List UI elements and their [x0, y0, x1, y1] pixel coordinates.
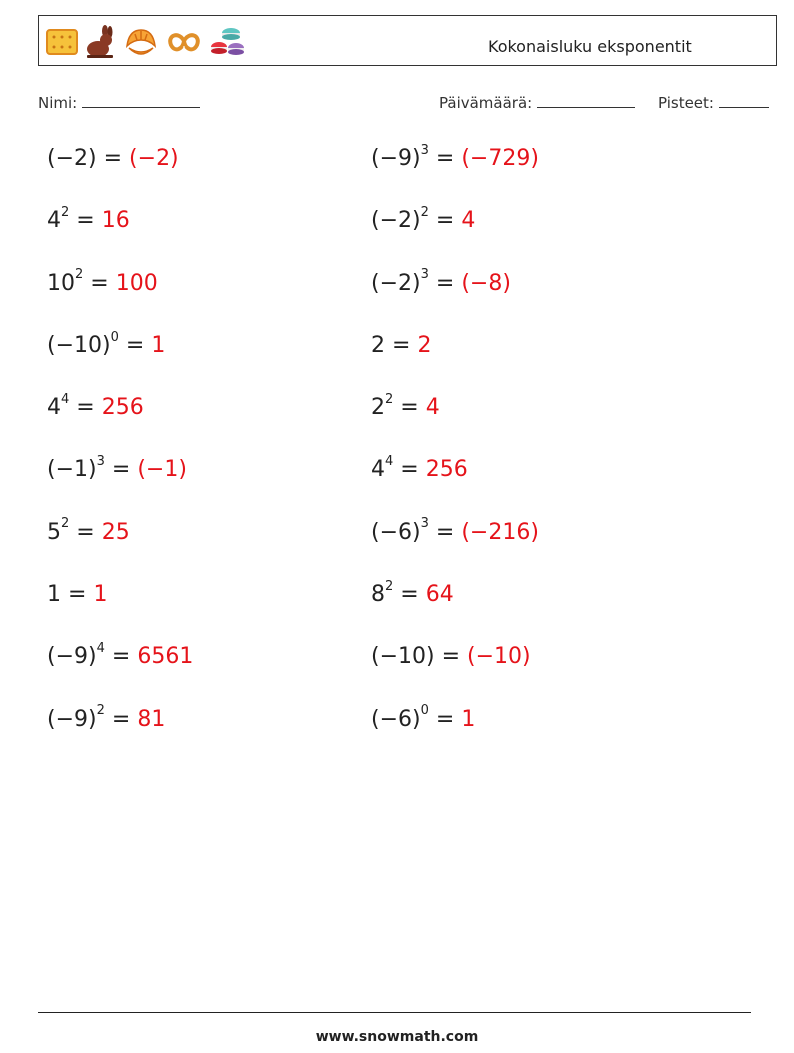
problem-row — [47, 454, 193, 519]
problem-base: 5 — [47, 519, 61, 545]
problem-answer: (−8) — [461, 270, 511, 296]
problem-exponent: 3 — [420, 267, 429, 283]
equals-sign: = — [125, 332, 145, 358]
equals-sign: = — [76, 519, 95, 545]
problem-answer: 6561 — [137, 644, 194, 670]
problem-answer: (−2) — [129, 146, 179, 171]
problems-right-column — [371, 142, 539, 769]
problem-row — [371, 454, 539, 519]
problems-left-column — [47, 146, 193, 769]
problem-base: (−6) — [371, 519, 421, 545]
problem-row — [47, 391, 193, 457]
problem-base: (−2) — [371, 208, 421, 234]
problem-row — [47, 267, 193, 333]
footer-divider — [38, 1012, 751, 1013]
problem-row — [371, 644, 539, 706]
problem-row — [47, 516, 193, 582]
problem-exponent: 2 — [75, 267, 84, 283]
problem-base: (−6) — [371, 706, 421, 732]
equals-sign: = — [111, 457, 131, 483]
equals-sign: = — [435, 270, 455, 296]
problem-answer: 256 — [425, 457, 468, 483]
problem-answer: (−729) — [461, 146, 539, 171]
problem-answer: 1 — [461, 706, 476, 732]
equals-sign: = — [392, 332, 411, 358]
problem-answer: 25 — [101, 519, 130, 545]
problem-row — [47, 204, 193, 270]
problem-answer: (−10) — [467, 644, 531, 670]
problem-answer: 100 — [115, 270, 158, 296]
problem-base: 4 — [371, 457, 385, 483]
problem-row — [371, 578, 539, 644]
problem-base: (−10) — [371, 644, 435, 670]
problem-answer: 1 — [93, 582, 108, 608]
problem-exponent: 0 — [110, 329, 119, 345]
score-field — [658, 94, 769, 112]
problem-answer: 4 — [461, 208, 476, 234]
problem-row — [47, 582, 193, 644]
problem-base: 2 — [371, 395, 385, 421]
cracker-icon — [45, 27, 79, 57]
date-field — [439, 94, 635, 112]
equals-sign: = — [400, 395, 419, 421]
problem-answer: (−1) — [137, 457, 187, 483]
equals-sign: = — [441, 644, 461, 670]
equals-sign: = — [400, 582, 419, 608]
name-label: Nimi: — [38, 94, 78, 112]
equals-sign: = — [103, 146, 123, 171]
equals-sign: = — [400, 457, 419, 483]
pretzel-icon — [165, 27, 203, 57]
equals-sign: = — [68, 582, 87, 608]
equals-sign: = — [76, 395, 95, 421]
problem-exponent: 3 — [420, 142, 429, 158]
problem-exponent: 2 — [420, 204, 429, 220]
problem-base: 1 — [47, 582, 61, 608]
worksheet-header — [38, 15, 777, 66]
equals-sign: = — [76, 208, 95, 234]
problem-base: (−9) — [47, 706, 97, 732]
problem-exponent: 4 — [385, 454, 394, 470]
problem-row — [371, 703, 539, 769]
problem-row — [371, 516, 539, 582]
problem-exponent: 3 — [420, 516, 429, 532]
equals-sign: = — [111, 706, 131, 732]
name-field — [38, 94, 200, 112]
score-blank[interactable] — [719, 94, 769, 108]
problem-row — [371, 204, 539, 270]
problem-row — [371, 267, 539, 333]
problem-row — [371, 391, 539, 457]
problem-row — [371, 333, 539, 395]
score-label: Pisteet: — [658, 94, 714, 112]
problem-exponent: 2 — [61, 204, 70, 220]
problem-row — [371, 142, 539, 208]
equals-sign: = — [111, 644, 131, 670]
problem-base: (−9) — [371, 146, 421, 171]
problem-base: (−10) — [47, 332, 111, 358]
problem-base: (−2) — [371, 270, 421, 296]
problem-row — [47, 703, 193, 769]
problem-answer: 4 — [425, 395, 440, 421]
problem-row — [47, 146, 193, 208]
date-blank[interactable] — [537, 94, 635, 108]
problem-answer: 16 — [101, 208, 130, 234]
problem-exponent: 4 — [61, 391, 70, 407]
problem-base: 4 — [47, 395, 61, 421]
problem-exponent: 2 — [96, 703, 105, 719]
problem-row — [47, 329, 193, 395]
problem-exponent: 3 — [96, 454, 105, 470]
problem-exponent: 0 — [420, 703, 429, 719]
problem-answer: 1 — [151, 332, 166, 358]
problem-exponent: 2 — [385, 391, 394, 407]
equals-sign: = — [435, 146, 455, 171]
problem-base: 8 — [371, 582, 385, 608]
header-icons — [45, 24, 247, 60]
problem-exponent: 2 — [61, 516, 70, 532]
problem-exponent: 2 — [385, 578, 394, 594]
name-blank[interactable] — [82, 94, 200, 108]
chocolate-bunny-icon — [85, 25, 117, 59]
problem-answer: (−216) — [461, 519, 539, 545]
macarons-icon — [209, 25, 247, 59]
problem-answer: 64 — [425, 582, 454, 608]
problem-row — [47, 641, 194, 706]
problem-answer: 81 — [137, 706, 166, 732]
problem-answer: 2 — [417, 332, 432, 358]
problem-exponent: 4 — [96, 641, 105, 657]
problem-base: 4 — [47, 208, 61, 234]
problem-base: (−9) — [47, 644, 97, 670]
problem-base: 2 — [371, 332, 385, 358]
croissant-icon — [123, 26, 159, 58]
problem-base: 10 — [47, 270, 75, 296]
problem-answer: 256 — [101, 395, 144, 421]
equals-sign: = — [90, 270, 109, 296]
equals-sign: = — [435, 706, 455, 732]
problem-base: (−2) — [47, 146, 97, 171]
date-label: Päivämäärä: — [439, 94, 533, 112]
worksheet-title: Kokonaisluku eksponentit — [488, 37, 692, 56]
problem-base: (−1) — [47, 457, 97, 483]
footer-url: www.snowmath.com — [315, 1029, 479, 1045]
equals-sign: = — [435, 208, 455, 234]
equals-sign: = — [435, 519, 455, 545]
